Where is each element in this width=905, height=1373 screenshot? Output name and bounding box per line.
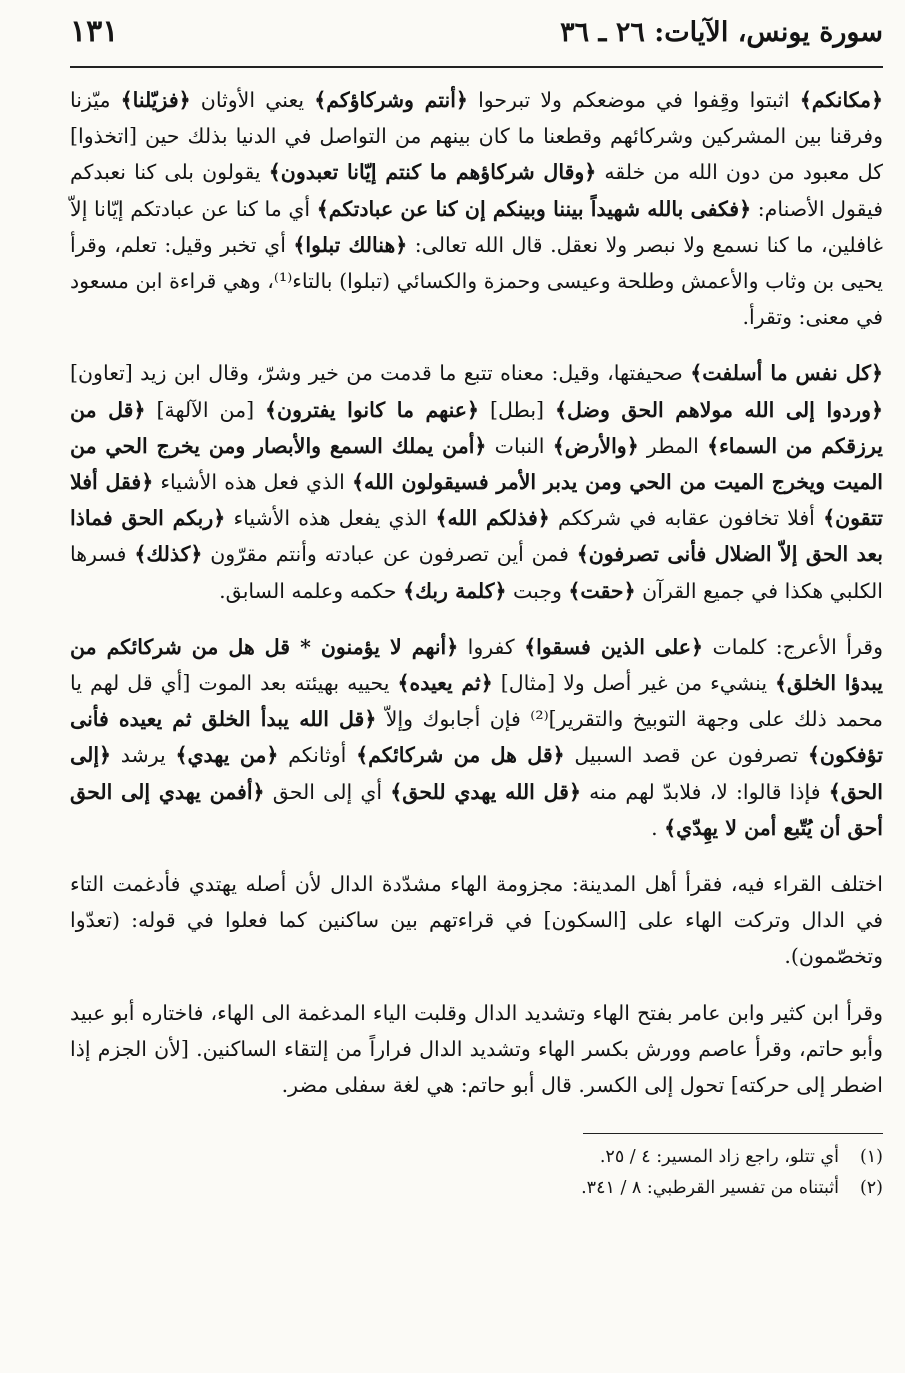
quran-quote: ﴿قل هل من شركائكم﴾ [356,743,565,768]
quran-quote: ﴿كذلك﴾ [134,542,203,567]
quran-quote: ﴿وردوا إلى الله مولاهم الحق وضل﴾ [555,397,883,422]
quran-quote: ﴿كل نفس ما أسلفت﴾ [690,361,883,386]
quran-quote: ﴿مكانكم﴾ [799,88,884,112]
quran-quote: ﴿كلمة ربك﴾ [403,578,507,603]
footnote-1 [70,1142,883,1173]
running-title: سورة يونس، الآيات: ٢٦ ـ ٣٦ [560,17,883,48]
footnote-divider [583,1133,883,1134]
footnote-number: (١) [859,1147,883,1168]
quran-quote: ﴿من يهدي﴾ [175,743,279,768]
page-header [70,14,883,68]
quran-quote: ﴿إلى الحق﴾ [70,743,883,804]
quran-quote: ﴿أفمن يهدي إلى الحق أحق أن يُتّبع أمن لا يهِدّي﴾ [70,779,883,840]
footnote-number: (٢) [859,1178,883,1199]
footnote-text: أثبتناه من تفسير القرطبي: ٨ / ٣٤١. [581,1178,839,1199]
quran-quote: ﴿قل من يرزقكم من السماء﴾ [70,397,883,458]
quran-quote: ﴿والأرض﴾ [552,433,639,458]
paragraph-4: اختلف القراء فيه، فقرأ أهل المدينة: مجزومة الهاء مشدّدة الدال لأن أصله يهتدي فأدغمت التاء في الدال وتركت الهاء على [السكون] في قراءتهم بين ساكنين كما فعلوا في قوله: (تعدّوا وتخصّمون). [70,872,883,969]
paragraph-3: وقرأ الأعرج: كلمات ﴿على الذين فسقوا﴾ كفروا ﴿أنهم لا يؤمنون * قل هل من شركائكم من يبدؤا الخلق﴾ ينشيء من غير أصل ولا [مثال] ﴿ثم يعيده﴾ يحييه بهيئته بعد الموت [أي قل لهم يا محمد ذلك على وجهة التوبيخ والتقرير]⁽²⁾ فإن أجابوك وإلاّ ﴿قل الله يبدأ الخلق ثم يعيده فأنى تؤفكون﴾ تصرفون عن قصد السبيل ﴿قل هل من شركائكم﴾ أوثانكم ﴿من يهدي﴾ يرشد ﴿إلى الحق﴾ فإذا قالوا: لا، فلابدّ لهم منه ﴿قل الله يهدي للحق﴾ أي إلى الحق ﴿أفمن يهدي إلى الحق أحق أن يُتّبع أمن لا يهِدّي﴾ . [70,634,883,840]
paragraph-2: ﴿كل نفس ما أسلفت﴾ صحيفتها، وقيل: معناه تتبع ما قدمت من خير وشرّ، وقال ابن زيد [تعاون] ﴿وردوا إلى الله مولاهم الحق وضل﴾ [بطل] ﴿عنهم ما كانوا يفترون﴾ [من الآلهة] ﴿قل من يرزقكم من السماء﴾ المطر ﴿والأرض﴾ النبات ﴿أمن يملك السمع والأبصار ومن يخرج الحي من الميت ويخرج الميت من الحي ومن يدبر الأمر فسيقولون الله﴾ الذي فعل هذه الأشياء ﴿فقل أفلا تتقون﴾ أفلا تخافون عقابه في شرككم ﴿فذلكم الله﴾ الذي يفعل هذه الأشياء ﴿ربكم الحق فماذا بعد الحق إلاّ الضلال فأنى تصرفون﴾ فمن أين تصرفون عن عبادته وأنتم مقرّون ﴿كذلك﴾ فسرها الكلبي هكذا في جميع القرآن ﴿حقت﴾ وجبت ﴿كلمة ربك﴾ حكمه وعلمه السابق. [70,361,884,603]
quran-quote: ﴿على الذين فسقوا﴾ [524,634,704,659]
footnote-2 [70,1173,883,1204]
quran-quote: ﴿أنهم لا يؤمنون * قل هل من شركائكم من يبدؤا الخلق﴾ [70,634,883,696]
quran-quote: ﴿فقل أفلا تتقون﴾ [70,470,883,531]
footnote-text: أي تتلو، راجع زاد المسير: ٤ / ٢٥. [599,1147,839,1168]
quran-quote: ﴿ربكم الحق فماذا بعد الحق إلاّ الضلال فأنى تصرفون﴾ [70,506,883,567]
page-number: ١٣١ [70,14,119,49]
quran-quote: ﴿أنتم وشركاؤكم﴾ [314,88,468,112]
quran-quote: ﴿فذلكم الله﴾ [435,506,550,531]
quran-quote: ﴿قل الله يهدي للحق﴾ [390,779,581,804]
quran-quote: ﴿حقت﴾ [568,578,636,603]
quran-quote: ﴿أمن يملك السمع والأبصار ومن يخرج الحي من الميت ويخرج الميت من الحي ومن يدبر الأمر فسيقولون الله﴾ [70,433,884,495]
quran-quote: ﴿فزيّلنا﴾ [120,88,191,112]
paragraph-1: ﴿مكانكم﴾ اثبتوا وقِفوا في موضعكم ولا تبرحوا ﴿أنتم وشركاؤكم﴾ يعني الأوثان ﴿فزيّلنا﴾ ميّزنا وفرقنا بين المشركين وشركائهم وقطعنا ما كان بينهم من التواصل في الدنيا بذلك حين [اتخذوا] كل معبود من دون الله من خلقه ﴿وقال شركاؤهم ما كنتم إيّانا تعبدون﴾ يقولون بلى كنا نعبدكم فيقول الأصنام: ﴿فكفى بالله شهيداً بيننا وبينكم إن كنا عن عبادتكم﴾ أي ما كنا عن عبادتكم إيّانا إلاّ غافلين، ما كنا نسمع ولا نبصر ولا نعقل. قال الله تعالى: ﴿هنالك تبلوا﴾ أي تخبر وقيل: تعلم، وقرأ يحيى بن وثاب والأعمش وطلحة وعيسى وحمزة والكسائي (تبلوا) بالتاء⁽¹⁾، وهي قراءة ابن مسعود في معنى: وتقرأ. [70,88,884,330]
quran-quote: ﴿هنالك تبلوا﴾ [293,232,408,257]
paragraph-5: وقرأ ابن كثير وابن عامر بفتح الهاء وتشديد الدال وقلبت الياء المدغمة الى الهاء، فاختاره أبو عبيد وأبو حاتم، وقرأ عاصم وورش بكسر الهاء وتشديد الدال فراراً من إلتقاء الساكنين. [لأن الجزم إذا اضطر إلى حركته] تحول إلى الكسر. قال أبو حاتم: هي لغة سفلى مضر. [70,1000,883,1098]
quran-quote: ﴿فكفى بالله شهيداً بيننا وبينكم إن كنا عن عبادتكم﴾ [316,196,752,221]
quran-quote: ﴿وقال شركاؤهم ما كنتم إيّانا تعبدون﴾ [268,160,597,185]
quran-quote: ﴿قل الله يبدأ الخلق ثم يعيده فأنى تؤفكون﴾ [70,707,883,768]
quran-quote: ﴿عنهم ما كانوا يفترون﴾ [265,397,480,422]
quran-quote: ﴿ثم يعيده﴾ [397,671,493,696]
